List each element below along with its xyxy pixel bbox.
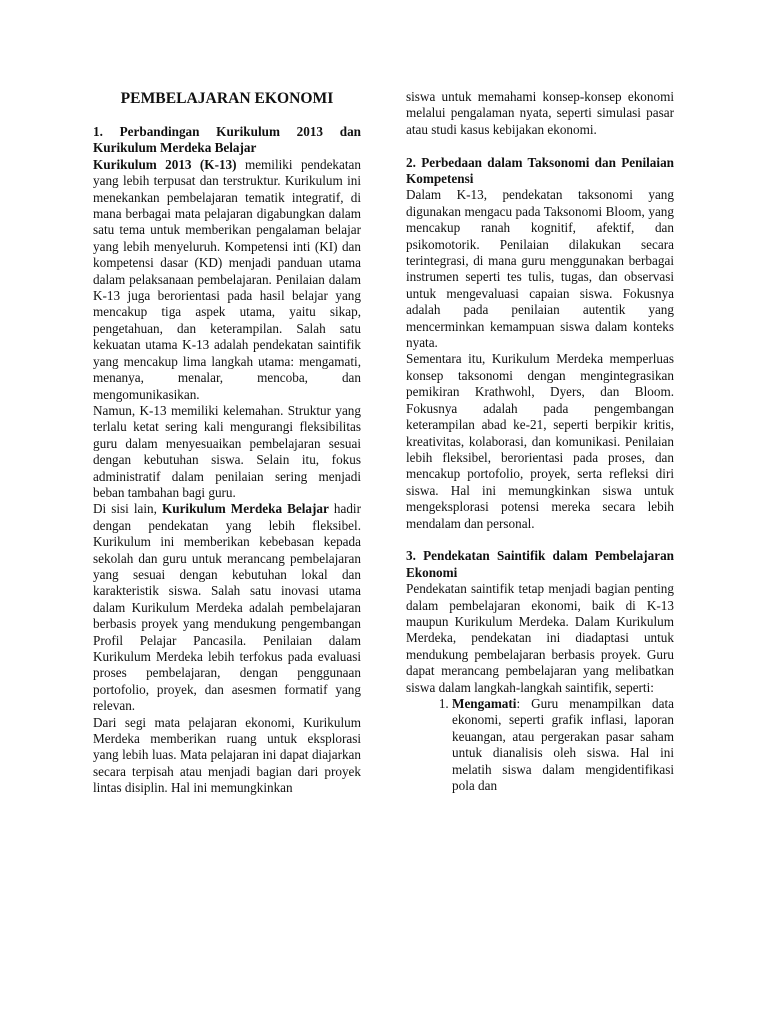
paragraph-k13-weakness: Namun, K-13 memiliki kelemahan. Struktur yang terlalu ketat sering kali mengurangi fleksibilitas guru dalam menyesuaikan pembelajaran sesuai dengan kebutuhan siswa. Selain itu, fokus administratif dalam penilaian sering menjadi beban tambahan bagi guru. (93, 402, 361, 500)
section-3-heading: 3. Pendekatan Saintifik dalam Pembelajaran Ekonomi (406, 548, 674, 580)
k13-term: Kurikulum 2013 (K-13) (93, 156, 237, 172)
list-item (452, 696, 674, 794)
step-observe-term: Mengamati (452, 696, 517, 711)
merdeka-intro-text: hadir dengan pendekatan yang lebih fleksibel. Kurikulum ini memberikan kebebasan kepada sekolah dan guru untuk merancang pembelajaran yang sesuai dengan kebutuhan lokal dan karakteristik siswa. Salah satu inovasi utama dalam Kurikulum Merdeka adalah pembelajaran berbasis proyek yang mendukung pengembangan Profil Pelajar Pancasila. Penilaian dalam Kurikulum Merdeka lebih terfokus pada evaluasi proses pembelajaran, dengan penggunaan portofolio, proyek, dan asesmen formatif yang relevan. (93, 501, 361, 714)
right-column (406, 89, 674, 794)
paragraph-k13-intro (93, 157, 361, 403)
section-1-heading: 1. Perbandingan Kurikulum 2013 dan Kurikulum Merdeka Belajar (93, 124, 361, 156)
left-column (93, 89, 361, 797)
k13-intro-text: memiliki pendekatan yang lebih terpusat dan terstruktur. Kurikulum ini menekankan pembelajaran tematik integratif, di mana berbagai mata pelajaran digabungkan dalam satu tema untuk memberikan pengalaman belajar yang lebih menyeluruh. Kompetensi inti (KI) dan kompetensi dasar (KD) menjadi panduan utama dalam pelaksanaan pembelajaran. Penilaian dalam K-13 juga berorientasi pada hasil belajar yang mencakup tiga aspek utama, yaitu sikap, pengetahuan, dan keterampilan. Salah satu kekuatan utama K-13 adalah pendekatan saintifik yang mencakup lima langkah utama: mengamati, menanya, menalar, mencoba, dan mengomunikasikan. (93, 156, 361, 402)
paragraph-taxonomy-k13: Dalam K-13, pendekatan taksonomi yang digunakan mengacu pada Taksonomi Bloom, yang mencakup ranah kognitif, afektif, dan psikomotorik. Penilaian dilakukan secara terintegrasi, di mana guru menggunakan berbagai instrumen seperti tes tulis, tugas, dan observasi untuk mengevaluasi capaian siswa. Fokusnya adalah pada penilaian autentik yang mencerminkan kemampuan siswa dalam konteks nyata. (406, 187, 674, 351)
paragraph-merdeka-intro (93, 501, 361, 714)
paragraph-scientific-approach: Pendekatan saintifik tetap menjadi bagian penting dalam pembelajaran ekonomi, baik di K-13 maupun Kurikulum Merdeka. Dalam Kurikulum Merdeka, pendekatan ini diadaptasi untuk mendukung pembelajaran berbasis proyek. Guru dapat merancang pembelajaran yang melibatkan siswa dalam langkah-langkah saintifik, seperti: (406, 581, 674, 695)
scientific-steps-list (406, 696, 674, 794)
document-title: PEMBELAJARAN EKONOMI (120, 90, 334, 107)
merdeka-intro-prefix: Di sisi lain, (93, 501, 162, 517)
spacer (406, 532, 674, 548)
merdeka-term: Kurikulum Merdeka Belajar (161, 501, 329, 517)
paragraph-taxonomy-merdeka: Sementara itu, Kurikulum Merdeka memperluas konsep taksonomi dengan mengintegrasikan pemikiran Krathwohl, Dyers, dan Bloom. Fokusnya adalah pada pengembangan keterampilan abad ke-21, seperti berpikir kritis, kreativitas, kolaborasi, dan komunikasi. Penilaian lebih fleksibel, berorientasi pada proses, dan mencakup portofolio, proyek, serta refleksi diri siswa. Hal ini memungkinkan siswa untuk mengeksplorasi potensi mereka secara lebih mendalam dan personal. (406, 351, 674, 531)
step-observe-text: : Guru menampilkan data ekonomi, seperti grafik inflasi, laporan keuangan, atau pergerakan pasar saham untuk dianalisis oleh siswa. Hal ini melatih siswa dalam mengidentifikasi pola dan (452, 696, 674, 794)
section-2-heading: 2. Perbedaan dalam Taksonomi dan Penilaian Kompetensi (406, 154, 674, 187)
paragraph-continuation: siswa untuk memahami konsep-konsep ekonomi melalui pengalaman nyata, seperti simulasi pasar atau studi kasus kebijakan ekonomi. (406, 89, 674, 137)
spacer (406, 138, 674, 154)
paragraph-economics-subject: Dari segi mata pelajaran ekonomi, Kurikulum Merdeka memberikan ruang untuk eksplorasi yang lebih luas. Mata pelajaran ini dapat diajarkan secara terpisah atau menjadi bagian dari proyek lintas disiplin. Hal ini memungkinkan (93, 714, 361, 796)
